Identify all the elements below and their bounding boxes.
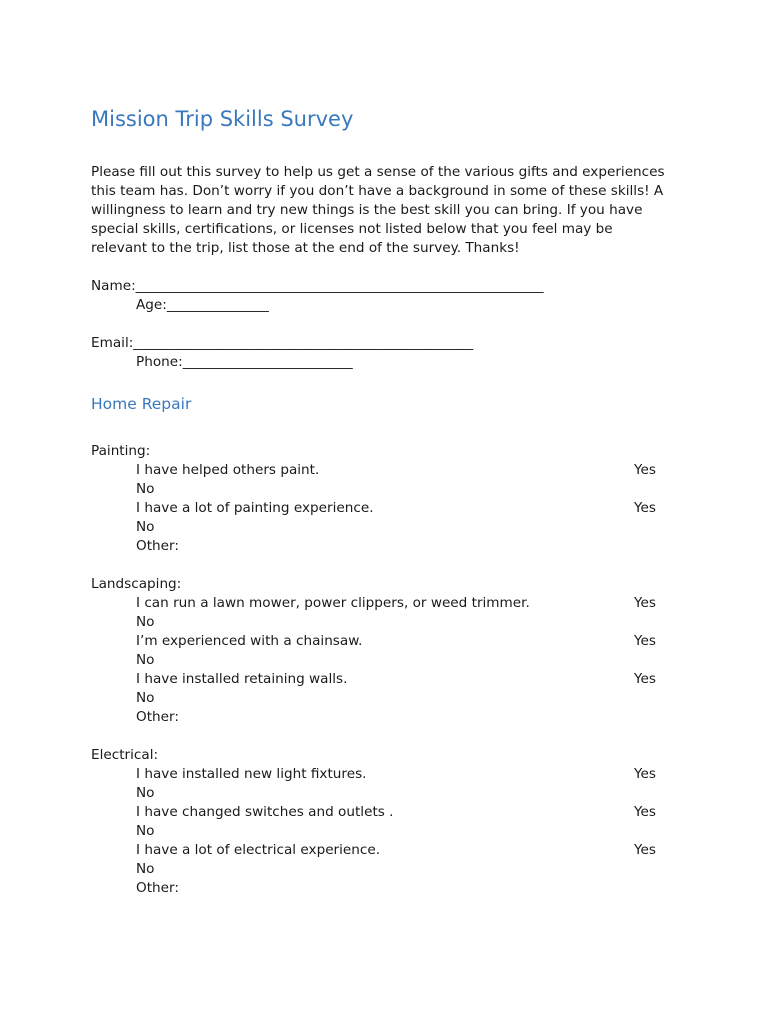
painting-q2-no-option[interactable]: No <box>136 519 155 535</box>
phone-field[interactable]: Phone:_________________________ <box>136 354 353 370</box>
landscaping-question-1: I can run a lawn mower, power clippers, or weed trimmer. <box>136 595 530 611</box>
landscaping-q3-yes-option[interactable]: Yes <box>634 671 656 687</box>
landscaping-q1-yes-option[interactable]: Yes <box>634 595 656 611</box>
name-field[interactable]: Name:____________________________________________________________ <box>91 278 544 294</box>
electrical-question-3: I have a lot of electrical experience. <box>136 842 381 858</box>
electrical-q1-yes-option[interactable]: Yes <box>634 766 656 782</box>
landscaping-q2-no-option[interactable]: No <box>136 652 155 668</box>
electrical-label: Electrical: <box>91 747 159 763</box>
painting-q1-yes-option[interactable]: Yes <box>634 462 656 478</box>
electrical-q1-no-option[interactable]: No <box>136 785 155 801</box>
electrical-other-field[interactable]: Other: <box>136 880 179 896</box>
painting-q1-no-option[interactable]: No <box>136 481 155 497</box>
painting-question-2: I have a lot of painting experience. <box>136 500 374 516</box>
landscaping-label: Landscaping: <box>91 576 182 592</box>
page-title: Mission Trip Skills Survey <box>91 107 354 131</box>
painting-question-1: I have helped others paint. <box>136 462 320 478</box>
electrical-q3-yes-option[interactable]: Yes <box>634 842 656 858</box>
landscaping-question-3: I have installed retaining walls. <box>136 671 348 687</box>
electrical-question-1: I have installed new light fixtures. <box>136 766 367 782</box>
painting-label: Painting: <box>91 443 151 459</box>
electrical-q2-no-option[interactable]: No <box>136 823 155 839</box>
painting-other-field[interactable]: Other: <box>136 538 179 554</box>
section-heading-home-repair: Home Repair <box>91 395 192 413</box>
electrical-q3-no-option[interactable]: No <box>136 861 155 877</box>
intro-paragraph: Please fill out this survey to help us get a sense of the various gifts and experiences this team has. Don’t worry if you don’t have a background in some of these skills! A willingness to learn and try new things is the best skill you can bring. If you have special skills, certifications, or licenses not listed below that you feel may be relevant to the trip, list those at the end of the survey. Thanks! <box>91 164 665 256</box>
age-field[interactable]: Age:_______________ <box>136 297 269 313</box>
painting-q2-yes-option[interactable]: Yes <box>634 500 656 516</box>
landscaping-question-2: I’m experienced with a chainsaw. <box>136 633 363 649</box>
email-field[interactable]: Email:__________________________________________________ <box>91 335 474 351</box>
landscaping-q3-no-option[interactable]: No <box>136 690 155 706</box>
electrical-q2-yes-option[interactable]: Yes <box>634 804 656 820</box>
landscaping-other-field[interactable]: Other: <box>136 709 179 725</box>
landscaping-q2-yes-option[interactable]: Yes <box>634 633 656 649</box>
electrical-question-2: I have changed switches and outlets . <box>136 804 394 820</box>
landscaping-q1-no-option[interactable]: No <box>136 614 155 630</box>
